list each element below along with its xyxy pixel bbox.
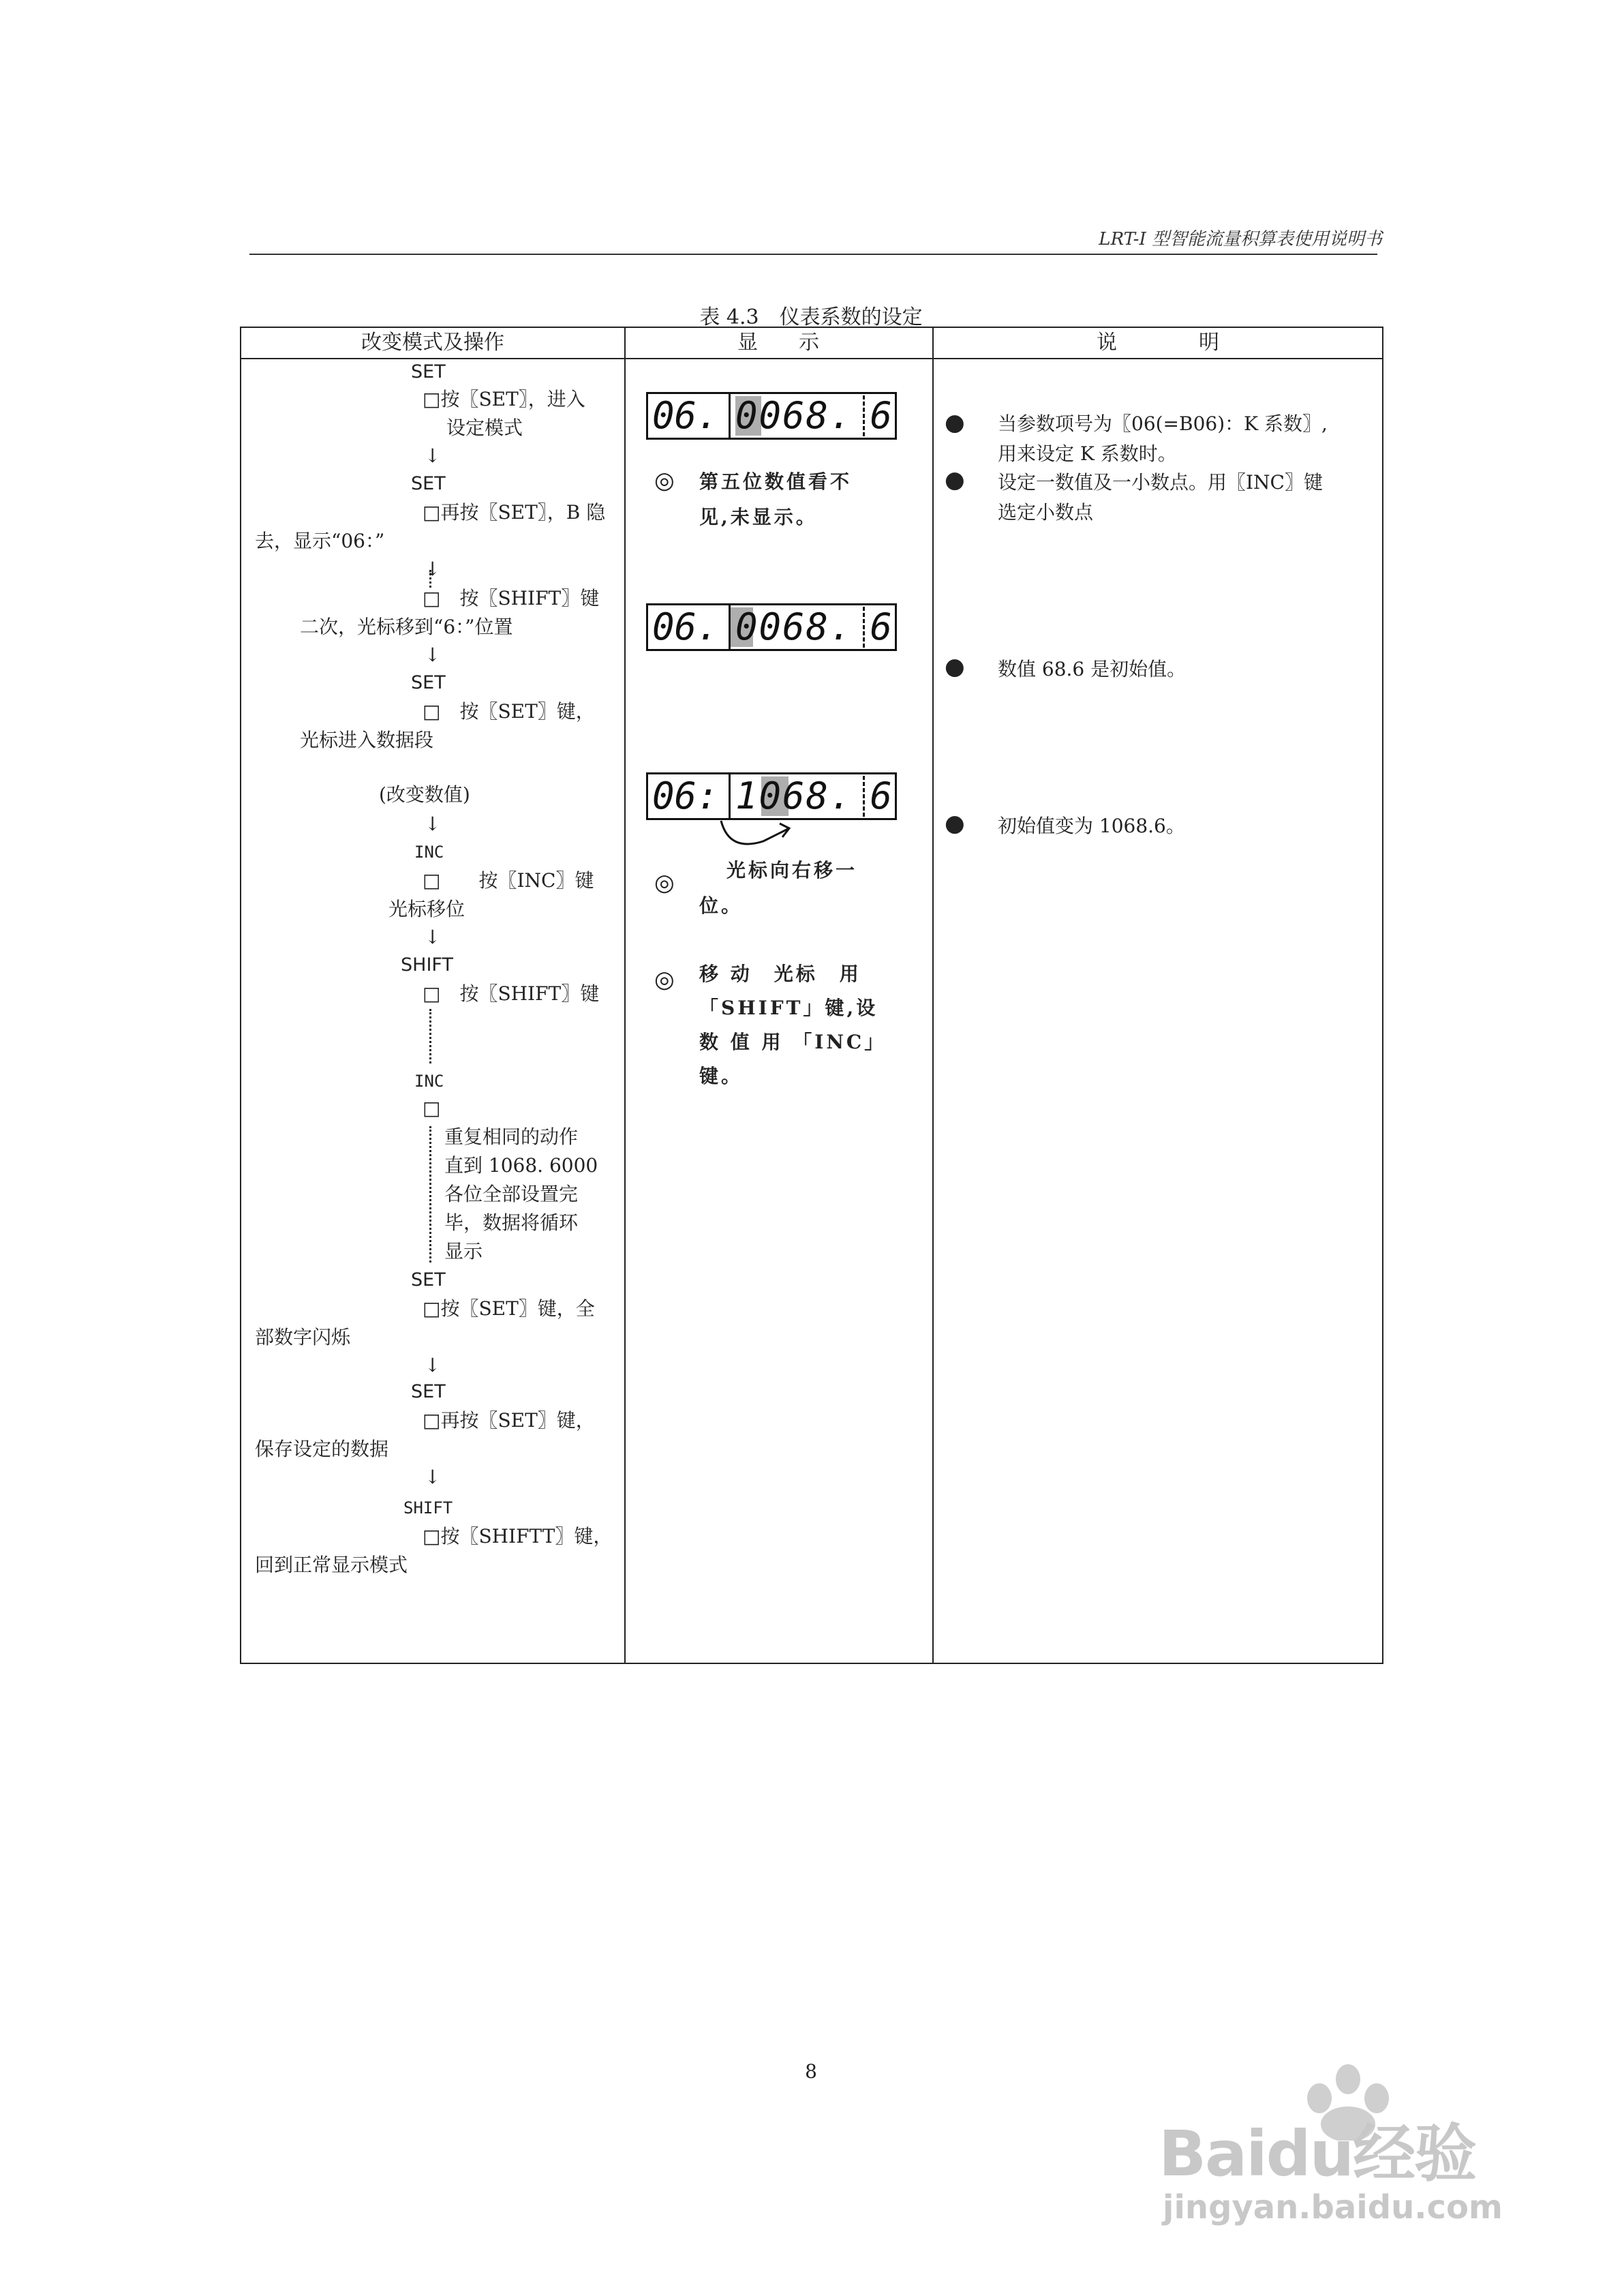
display-note: 第五位数值看不	[699, 470, 853, 493]
down-arrow-icon: ↓	[425, 926, 441, 948]
display-note: 移 动 光标 用	[699, 963, 861, 985]
description-text: 设定一数值及一小数点。用〖INC〗键	[998, 471, 1323, 494]
dotted-connector	[429, 1009, 431, 1063]
bullet-icon: ●	[945, 466, 965, 494]
column-divider	[624, 328, 626, 1663]
lcd-display	[646, 603, 897, 651]
display-note: 光标向右移一	[726, 859, 858, 881]
operation-step-text: □ 按〖SHIFT〗键	[423, 982, 600, 1005]
set-key-label: SET	[411, 672, 446, 693]
down-arrow-icon: ↓	[425, 558, 441, 580]
down-arrow-icon: ↓	[425, 813, 441, 835]
description-text: 初始值变为 1068.6。	[998, 815, 1185, 837]
set-key-label: SET	[411, 361, 446, 382]
down-arrow-icon: ↓	[425, 644, 441, 666]
header-title: LRT-I 型智能流量积算表使用说明书	[1099, 229, 1382, 250]
operation-step-text: 光标移位	[388, 898, 465, 920]
operation-step-text: 二次，光标移到“6：”位置	[300, 616, 513, 638]
lcd-separator	[863, 776, 865, 817]
operation-step-text: □ 按〖INC〗键	[423, 869, 594, 892]
col-header-display: 显 示	[737, 331, 819, 354]
change-value-label: (改变数值)	[379, 783, 470, 806]
bullet-icon: ●	[945, 653, 965, 680]
lcd-param-digits: 06.	[652, 394, 719, 437]
dotted-connector	[429, 1126, 431, 1263]
inc-key-label: INC	[414, 843, 444, 862]
lcd-last-digit: 6	[870, 394, 892, 437]
column-divider	[932, 328, 934, 1663]
description-text: 用来设定 K 系数时。	[998, 442, 1177, 465]
display-note: 「SHIFT」键,设	[699, 997, 878, 1019]
bullet-icon: ●	[945, 810, 965, 837]
repeat-note: 重复相同的动作	[444, 1126, 579, 1148]
operation-step-text: 去，显示“06：”	[255, 530, 385, 552]
repeat-note: 直到 1068. 6000	[444, 1154, 598, 1177]
lcd-data-digits: 1068.	[735, 774, 853, 817]
display-note: 键。	[699, 1065, 744, 1087]
set-key-label: SET	[411, 1381, 446, 1402]
operation-step-text: □再按〖SET〗，B 隐	[423, 501, 606, 524]
down-arrow-icon: ↓	[425, 1466, 441, 1488]
checkbox-glyph: □	[423, 1097, 441, 1119]
inc-key-label: INC	[414, 1072, 444, 1091]
display-note: 见,未显示。	[699, 506, 818, 528]
note-symbol-icon: ◎	[654, 869, 677, 896]
lcd-data-digits: 0068.	[735, 394, 853, 437]
note-symbol-icon: ◎	[654, 966, 677, 993]
description-text: 选定小数点	[998, 501, 1094, 524]
shift-key-label: SHIFT	[403, 1498, 453, 1517]
lcd-separator	[729, 605, 731, 649]
operation-step-text: 设定模式	[446, 417, 523, 439]
lcd-data-digits: 0068.	[735, 605, 853, 648]
operation-step-text: 光标进入数据段	[300, 729, 434, 751]
lcd-last-digit: 6	[870, 605, 892, 648]
note-symbol-icon: ◎	[654, 467, 677, 494]
header-rule	[249, 254, 1377, 255]
col-header-description: 说 明	[1097, 331, 1219, 354]
table-caption: 表 4.3 仪表系数的设定	[699, 305, 923, 329]
lcd-separator	[729, 774, 731, 818]
operation-step-text: □ 按〖SET〗键，	[423, 700, 595, 723]
repeat-note: 显示	[444, 1240, 483, 1263]
operation-step-text: □按〖SET〗，进入	[423, 388, 585, 410]
lcd-display	[646, 772, 897, 820]
repeat-note: 各位全部设置完	[444, 1183, 579, 1205]
operation-step-text: □按〖SET〗键，全	[423, 1297, 595, 1320]
col-header-operation: 改变模式及操作	[361, 331, 504, 354]
display-note: 数 值 用 「INC」	[699, 1031, 887, 1053]
lcd-last-digit: 6	[870, 774, 892, 817]
set-key-label: SET	[411, 1269, 446, 1290]
description-text: 数值 68.6 是初始值。	[998, 658, 1187, 680]
bullet-icon: ●	[945, 409, 965, 436]
operation-step-text: □按〖SHIFTT〗键，	[423, 1525, 613, 1547]
watermark-logo: Baidu经验	[1159, 2117, 1476, 2190]
lcd-display	[646, 392, 897, 440]
lcd-separator	[863, 607, 865, 648]
lcd-param-digits: 06:	[652, 774, 719, 817]
operation-step-text: 部数字闪烁	[255, 1326, 351, 1348]
watermark-url: jingyan.baidu.com	[1163, 2188, 1503, 2226]
cursor-move-arrow-icon	[716, 817, 797, 858]
set-key-label: SET	[411, 473, 446, 494]
lcd-separator	[729, 394, 731, 438]
operation-step-text: □再按〖SET〗键，	[423, 1409, 595, 1432]
down-arrow-icon: ↓	[425, 444, 441, 467]
description-text: 当参数项号为〖06(=B06)：K 系数〗,	[998, 412, 1328, 435]
operation-step-text: □ 按〖SHIFT〗键	[423, 587, 600, 609]
page-number: 8	[805, 2060, 817, 2083]
operation-step-text: 保存设定的数据	[255, 1438, 389, 1460]
display-note: 位。	[699, 894, 744, 917]
repeat-note: 毕，数据将循环	[444, 1211, 579, 1234]
lcd-param-digits: 06.	[652, 605, 719, 648]
shift-key-label: SHIFT	[401, 954, 453, 976]
operation-step-text: 回到正常显示模式	[255, 1554, 408, 1576]
lcd-separator	[863, 395, 865, 436]
down-arrow-icon: ↓	[425, 1354, 441, 1376]
